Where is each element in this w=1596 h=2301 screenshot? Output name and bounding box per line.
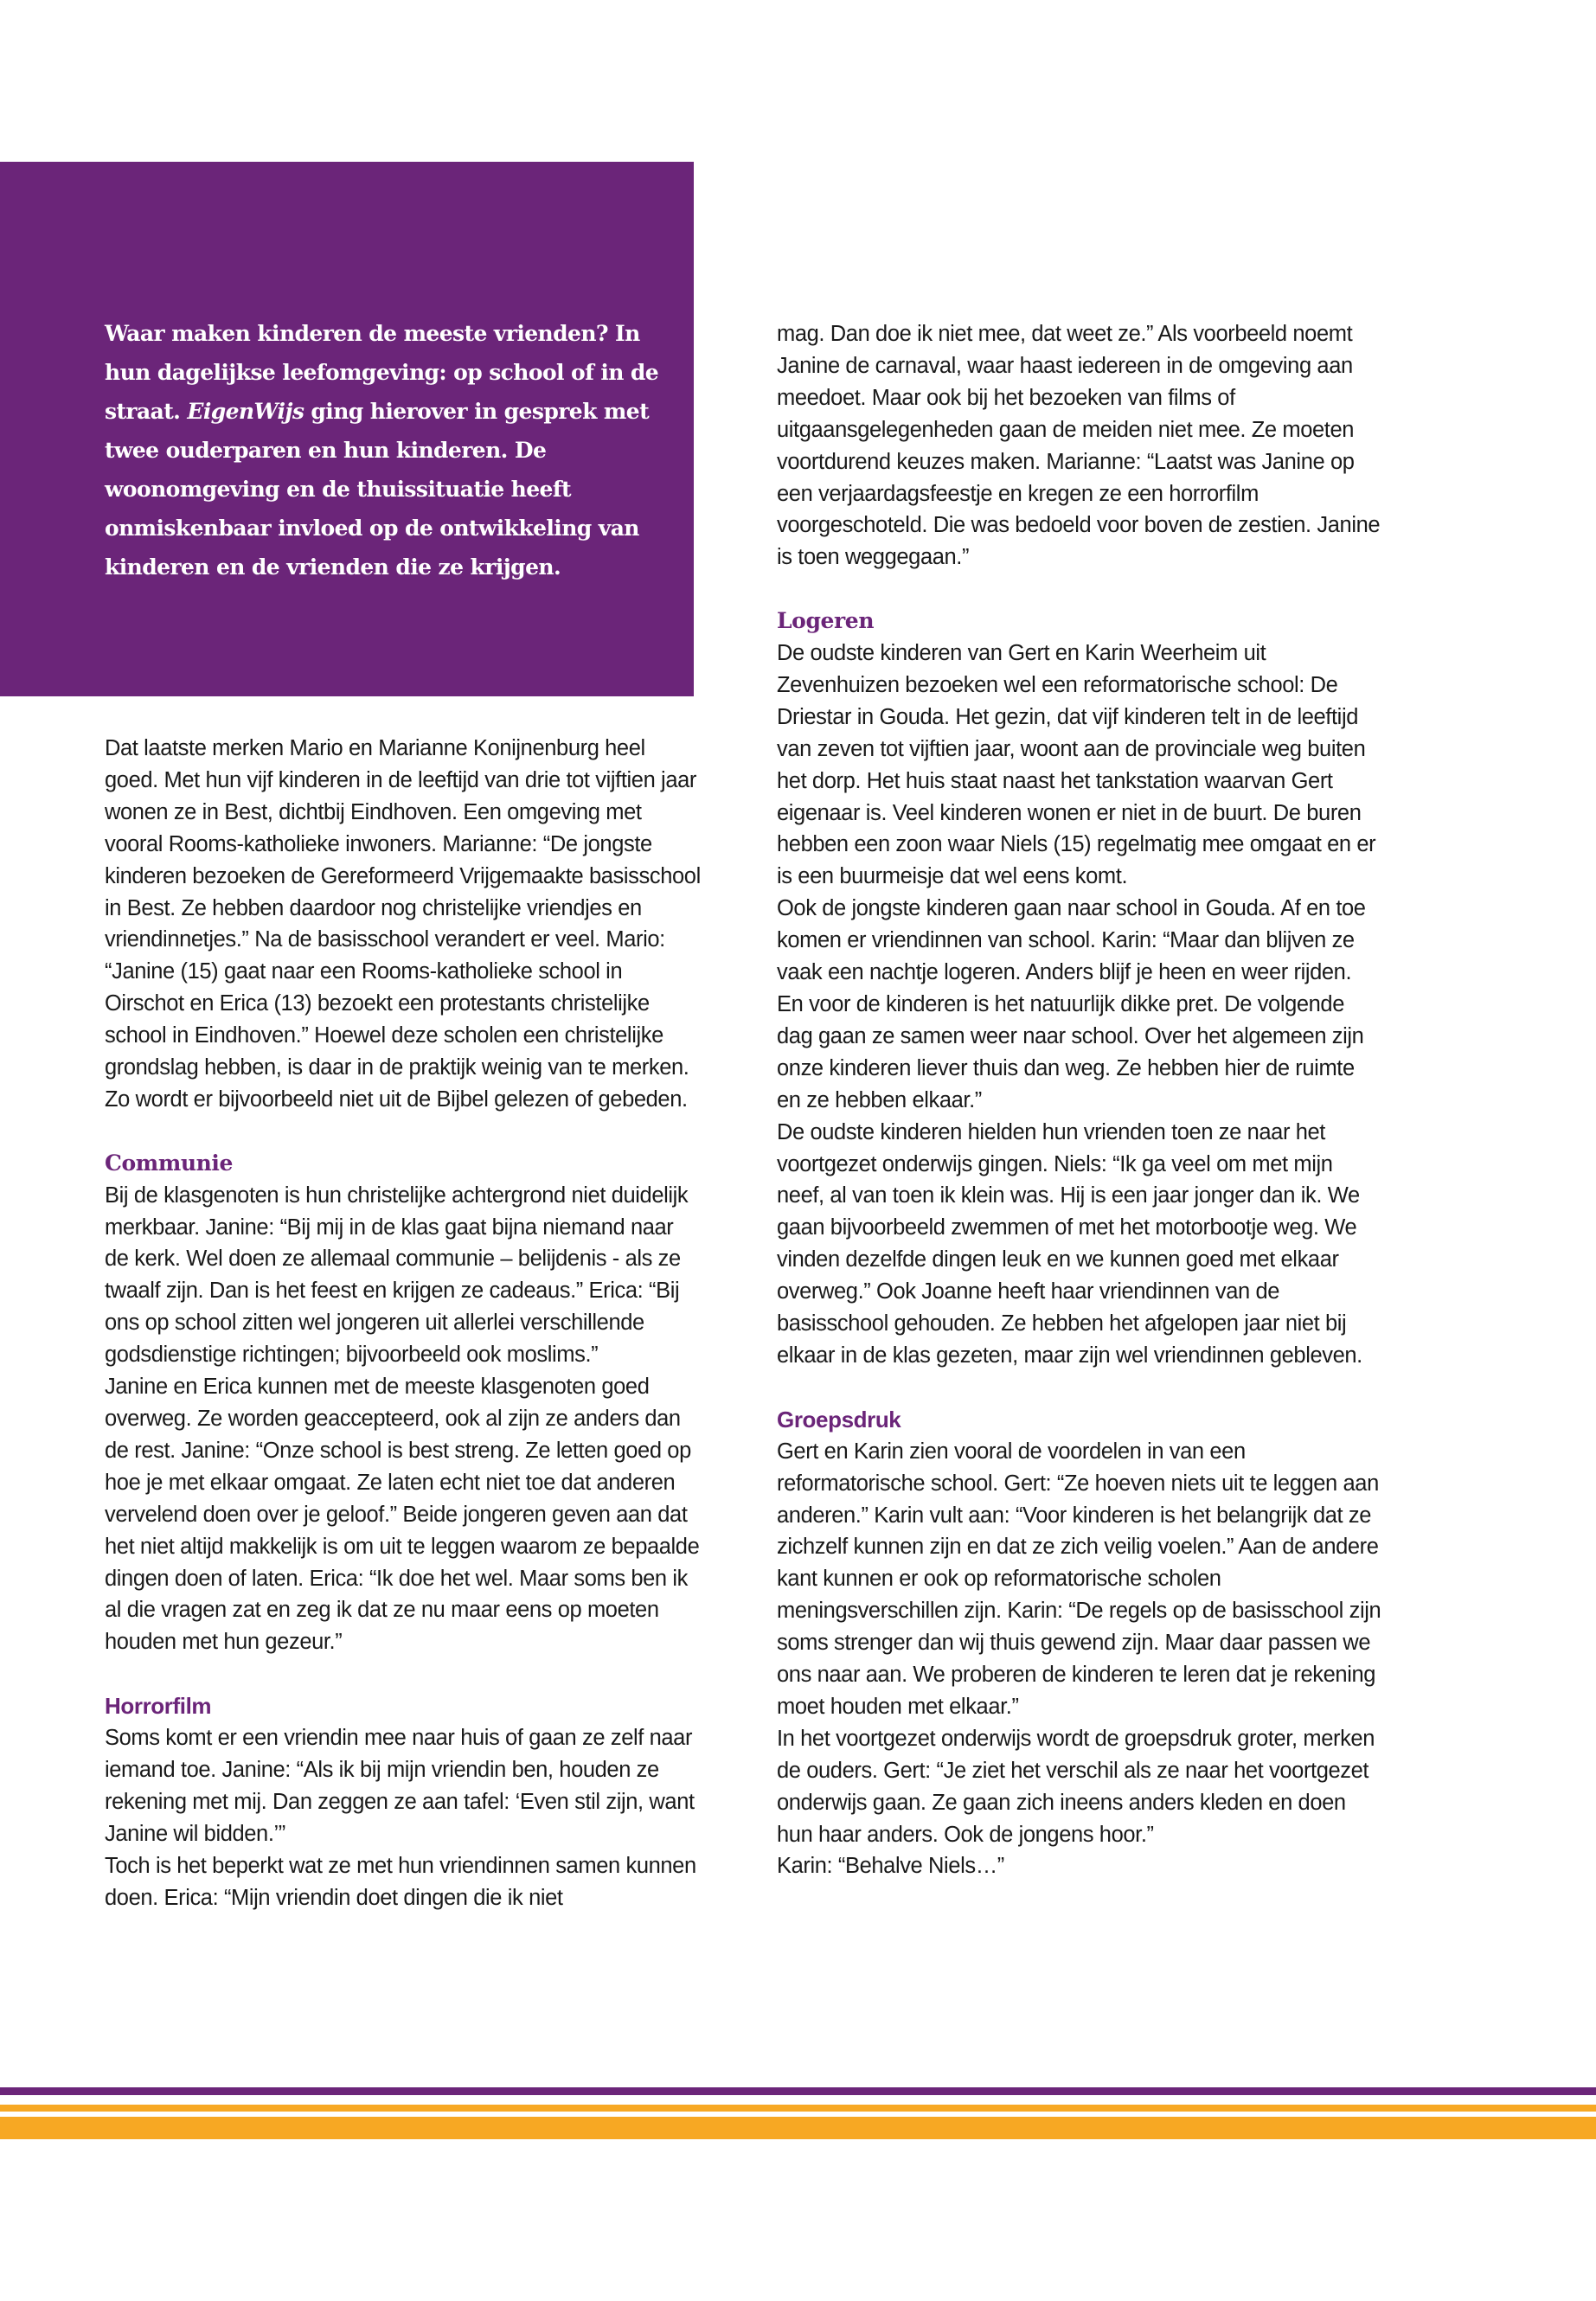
body-paragraph: Janine en Erica kunnen met de meeste klasgenoten goed overweg. Ze worden geaccepteerd, ook al zijn ze anders dan de rest. Janine: “Onze school is best streng. Ze letten goed op hoe je met elkaar omgaat. Ze laten echt niet toe dat anderen vervelend doen over je geloof.” Beide jongeren geven aan dat het niet altijd makkelijk is om uit te leggen waarom ze bepaalde dingen doen of laten. Erica: “Ik doe het wel. Maar soms ben ik al die vragen zat en zeg ik dat ze nu maar eens op moeten houden met hun gezeur.” <box>105 1375 700 1655</box>
paragraph-gap <box>105 1658 702 1690</box>
footer-stripe-purple <box>0 2087 1596 2095</box>
paragraph-gap <box>777 574 1382 606</box>
body-paragraph: Bij de klasgenoten is hun christelijke achtergrond niet duidelijk merkbaar. Janine: “Bij mij in de klas gaat bijna niemand naar de kerk. Wel doen ze allemaal communie – belijdenis - als ze twaalf zijn. Dan is het feest en krijgen ze cadeaus.” Erica: “Bij ons op school zitten wel jongeren uit allerlei verschillende godsdienstige richtingen; bijvoorbeeld ook moslims.” <box>105 1183 689 1368</box>
body-paragraph: mag. Dan doe ik niet mee, dat weet ze.” Als voorbeeld noemt Janine de carnaval, waar haast iedereen in de omgeving aan meedoet. Maar ook bij het bezoeken van films of uitgaansgelegenheden gaan de meiden niet mee. Ze moeten voortdurend keuzes maken. Marianne: “Laatst was Janine op een verjaardagsfeestje en kregen ze een horrorfilm voorgeschoteld. Die was bedoeld voor boven de zestien. Janine is toen weggegaan.” <box>777 322 1381 570</box>
body-paragraph: Toch is het beperkt wat ze met hun vriendinnen samen kunnen doen. Erica: “Mijn vriendin doet dingen die ik niet <box>105 1853 696 1910</box>
intro-text-part-1: Waar maken kinderen de meeste vrienden? In hun dagelijkse leefomgeving: op school of in de straat. <box>105 321 659 424</box>
body-paragraph: In het voortgezet onderwijs wordt de groepsdruk groter, merken de ouders. Gert: “Je ziet het verschil als ze naar het voortgezet onderwijs gaan. Ze gaan zich ineens anders kleden en doen hun haar anders. Ook de jongens hoor.” <box>777 1726 1375 1847</box>
body-paragraph: Ook de jongste kinderen gaan naar school in Gouda. Af en toe komen er vriendinnen van school. Karin: “Maar dan blijven ze vaak een nachtje logeren. Anders blijf je heen en weer rijden. En voor de kinderen is het natuurlijk dikke pret. De volgende dag gaan ze samen weer naar school. Over het algemeen zijn onze kinderen liever thuis dan weg. Ze hebben hier de ruimte en ze hebben elkaar.” <box>777 896 1366 1112</box>
intro-lead-paragraph <box>105 314 676 586</box>
body-paragraph: De oudste kinderen van Gert en Karin Weerheim uit Zevenhuizen bezoeken wel een reformatorische school: De Driestar in Gouda. Het gezin, dat vijf kinderen telt in de leeftijd van zeven tot vijftien jaar, woont aan de provinciale weg buiten het dorp. Het huis staat naast het tankstation waarvan Gert eigenaar is. Veel kinderen wonen er niet in de buurt. De buren hebben een zoon waar Niels (15) regelmatig mee omgaat en er is een buurmeisje dat wel eens komt. <box>777 641 1376 889</box>
section-heading-communie: Communie <box>105 1150 234 1176</box>
footer-stripe-orange-thick <box>0 2117 1596 2139</box>
paragraph-gap <box>777 1372 1382 1404</box>
section-heading-groepsdruk: Groepsdruk <box>777 1406 901 1433</box>
intro-text-part-2: ging hierover in gesprek met twee ouderparen en hun kinderen. De woonomgeving en de thuissituatie heeft onmiskenbaar invloed op de ontwikkeling van kinderen en de vrienden die ze krijgen. <box>105 399 650 580</box>
left-column <box>105 733 702 1914</box>
paragraph-gap <box>105 1116 702 1148</box>
body-paragraph: Gert en Karin zien vooral de voordelen in van een reformatorische school. Gert: “Ze hoeven niets uit te leggen aan anderen.” Karin vult aan: “Voor kinderen is het belangrijk dat ze zichzelf kunnen zijn en dat ze zich veilig voelen.” Aan de andere kant kunnen er ook op reformatorische scholen meningsverschillen zijn. Karin: “De regels op de basisschool zijn soms strenger dan wij thuis gewend zijn. Maar daar passen we ons naar aan. We proberen de kinderen te leren dat je rekening moet houden met elkaar.” <box>777 1439 1381 1719</box>
body-paragraph: De oudste kinderen hielden hun vrienden toen ze naar het voortgezet onderwijs gingen. Niels: “Ik ga veel om met mijn neef, al van toen ik klein was. Hij is een jaar jonger dan ik. We gaan bijvoorbeeld zwemmen of met het motorbootje weg. We vinden dezelfde dingen leuk en we kunnen goed met elkaar overweg.” Ook Joanne heeft haar vriendinnen van de basisschool gehouden. Ze hebben het afgelopen jaar niet bij elkaar in de klas gezeten, maar zijn wel vriendinnen gebleven. <box>777 1119 1362 1368</box>
section-heading-horrorfilm: Horrorfilm <box>105 1693 212 1720</box>
body-paragraph: Soms komt er een vriendin mee naar huis of gaan ze zelf naar iemand toe. Janine: “Als ik bij mijn vriendin ben, houden ze rekening met mij. Dan zeggen ze aan tafel: ‘Even stil zijn, want Janine wil bidden.’” <box>105 1726 695 1846</box>
section-heading-logeren: Logeren <box>777 608 875 634</box>
magazine-name: EigenWijs <box>187 399 304 424</box>
body-paragraph: Dat laatste merken Mario en Marianne Konijnenburg heel goed. Met hun vijf kinderen in de leeftijd van drie tot vijftien jaar wonen ze in Best, dichtbij Eindhoven. Een omgeving met vooral Rooms-katholieke inwoners. Marianne: “De jongste kinderen bezoeken de Gereformeerd Vrijgemaakte basisschool in Best. Ze hebben daardoor nog christelijke vriendjes en vriendinnetjes.” Na de basisschool verandert er veel. Mario: “Janine (15) gaat naar een Rooms-katholieke school in Oirschot en Erica (13) bezoekt een protestants christelijke school in Eindhoven.” Hoewel deze scholen een christelijke grondslag hebben, is daar in de praktijk weinig van te merken. Zo wordt er bijvoorbeeld niet uit de Bijbel gelezen of gebeden. <box>105 736 701 1112</box>
right-column <box>777 318 1382 1882</box>
footer-stripe-orange-thin <box>0 2105 1596 2112</box>
body-paragraph: Karin: “Behalve Niels…” <box>777 1854 1004 1879</box>
